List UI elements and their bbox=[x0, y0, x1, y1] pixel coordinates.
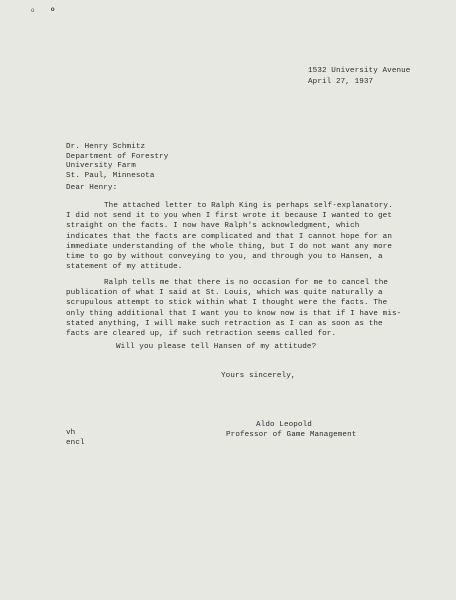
typist-initials: vh bbox=[66, 429, 76, 437]
corner-mark: ᵒ bbox=[30, 7, 36, 17]
signature-title: Professor of Game Management bbox=[226, 431, 357, 439]
paragraph-line: indicates that the facts are complicated and that I cannot hope for an bbox=[66, 232, 392, 241]
paragraph-line: scrupulous attempt to stick within what I thought were the facts. The bbox=[66, 299, 388, 308]
letter-date: April 27, 1937 bbox=[308, 77, 374, 86]
recipient-department: Department of Forestry bbox=[66, 152, 169, 161]
reference-initials bbox=[66, 428, 85, 448]
recipient-name: Dr. Henry Schmitz bbox=[66, 143, 146, 151]
salutation: Dear Henry: bbox=[66, 184, 118, 192]
paragraph-line: straight on the facts. I now have Ralph's acknowledgment, which bbox=[66, 222, 360, 231]
sender-address: 1532 University Avenue bbox=[308, 67, 411, 75]
paragraph-line: facts are cleared up, if such retraction seems called for. bbox=[66, 330, 337, 339]
paragraph-line: only thing additional that I want you to know now is that if I have mis- bbox=[66, 309, 402, 318]
signature-block bbox=[226, 420, 357, 440]
enclosure-note: encl bbox=[66, 439, 85, 447]
recipient-city: St. Paul, Minnesota bbox=[66, 171, 155, 180]
paragraph-2 bbox=[66, 278, 406, 339]
paragraph-line: The attached letter to Ralph King is perhaps self-explanatory. bbox=[104, 202, 393, 210]
paragraph-line: stated anything, I will make such retraction as I can as soon as the bbox=[66, 319, 383, 328]
corner-mark-2: ᵒ bbox=[50, 6, 56, 16]
sender-block bbox=[308, 66, 410, 87]
paragraph-3 bbox=[66, 342, 406, 352]
paragraph-1 bbox=[66, 201, 406, 272]
recipient-block bbox=[66, 143, 168, 181]
paragraph-line: immediate understanding of the whole thing, but I do not want any more bbox=[66, 242, 392, 251]
recipient-farm: University Farm bbox=[66, 162, 136, 171]
signature-name: Aldo Leopold bbox=[256, 421, 312, 429]
paragraph-line: Ralph tells me that there is no occasion for me to cancel the bbox=[104, 279, 389, 287]
paragraph-line: statement of my attitude. bbox=[66, 263, 183, 272]
closing: Yours sincerely, bbox=[221, 372, 296, 380]
paragraph-line: Will you please tell Hansen of my attitude? bbox=[116, 343, 317, 351]
paragraph-line: publication of what I said at St. Louis, which was quite naturally a bbox=[66, 289, 383, 298]
paragraph-line: time to go by without conveying to you, and through you to Hansen, a bbox=[66, 253, 383, 262]
paragraph-line: I did not send it to you when I first wrote it because I wanted to get bbox=[66, 212, 392, 221]
